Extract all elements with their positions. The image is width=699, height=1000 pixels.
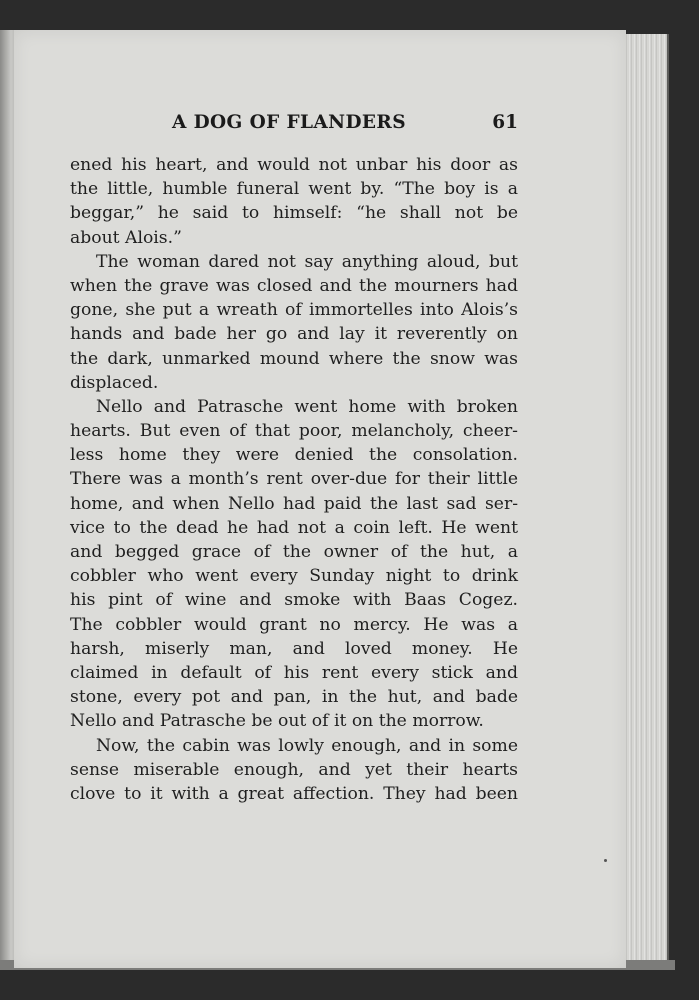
text-line: displaced. [70,372,159,393]
text-line: less home they were denied the consolation. [70,445,518,466]
text-line: The cobbler would grant no mercy. He was a [70,614,518,635]
text-line: stone, every pot and pan, in the hut, and bade [70,687,518,708]
text-line: vice to the dead he had not a coin left. He went [70,517,518,538]
body-text [70,153,518,806]
text-line: Now, the cabin was lowly enough, and in some [96,735,518,756]
page-header [70,112,518,140]
running-title: A DOG OF FLANDERS [172,112,406,133]
text-line: hands and bade her go and lay it reverently on [70,324,518,345]
text-line: sense miserable enough, and yet their hearts [70,759,518,780]
text-line: The woman dared not say anything aloud, but [96,251,518,272]
text-line: home, and when Nello had paid the last sad ser- [70,493,518,514]
text-line: about Alois.” [70,227,182,248]
text-line: cobbler who went every Sunday night to drink [70,566,518,587]
page-number: 61 [492,112,518,133]
text-line: gone, she put a wreath of immortelles into Alois’s [70,300,518,321]
text-line: hearts. But even of that poor, melancholy, cheer- [70,421,518,442]
text-line: when the grave was closed and the mourners had [70,275,518,296]
text-line: clove to it with a great affection. They had been [70,783,518,804]
text-line: and begged grace of the owner of the hut, a [70,542,518,562]
text-line: beggar,” he said to himself: “he shall not be [70,203,518,224]
page-edges [622,34,669,964]
text-line: claimed in default of his rent every stick and [70,662,518,683]
text-line: the little, humble funeral went by. “The boy is a [70,179,518,200]
text-line: Nello and Patrasche went home with broken [96,396,518,417]
text-line: Nello and Patrasche be out of it on the morrow. [70,711,484,732]
text-line: There was a month’s rent over-due for their little [70,469,518,490]
text-line: harsh, miserly man, and loved money. He [70,638,518,659]
text-line: the dark, unmarked mound where the snow was [70,348,518,369]
text-line: his pint of wine and smoke with Baas Cogez. [70,590,518,611]
ink-speck [604,859,607,862]
text-line: ened his heart, and would not unbar his door as [70,155,518,175]
